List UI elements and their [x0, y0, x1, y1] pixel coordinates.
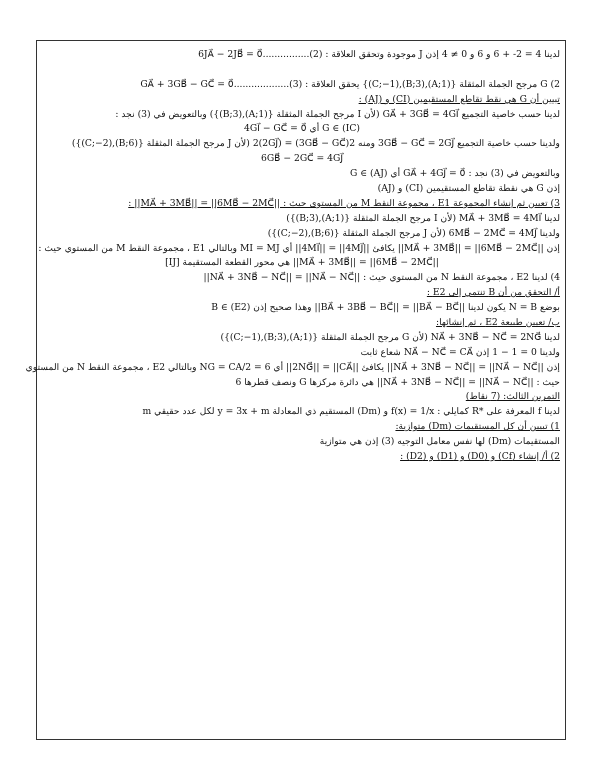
- text-line: لدينا 4 = 2- + 6 و 6 و 0 ≠ 4 إذن J موجودة وتحقق العلاقة : (2)................6JA⃗ − 2JB⃗ = 0⃗: [198, 49, 560, 60]
- text-line: ||MA⃗ + 3MB⃗|| = ||6MB⃗ − 2MC⃗|| هي محور القطعة المستقيمة [IJ]: [165, 257, 439, 269]
- text-line: 1) تبيين أن كل المستقيمات (Dm) متوازية:: [395, 421, 560, 433]
- text-line: بوضع N = B يكون لدينا ||BA⃗ + 3BB⃗ − BC⃗|| = ||BA⃗ − BC⃗|| وهذا صحيح إذن B ∈ (E2): [211, 302, 560, 314]
- text-line: التمرين الثالث: (7 نقاط): [465, 391, 560, 403]
- document-body: [25, 48, 560, 465]
- text-line: 2) أ/ إنشاء (Cf) و (D0) و (D1) و (D2) :: [400, 451, 560, 463]
- text-line: G ∈ (IC) أي 4GI⃗ − GC⃗ = 0⃗: [244, 123, 360, 135]
- text-line: لدينا f المعرفة على *R كمايلي : f(x) = 1/x و (Dm) المستقيم ذي المعادلة y = 3x + m لكل عدد حقيقي m: [142, 406, 560, 418]
- text-line: [44, 63, 560, 76]
- text-line: ب/ تعيين طبيعة E2 ، ثم إنشائها:: [435, 317, 560, 329]
- text-line: لدينا NA⃗ + 3NB⃗ − NC⃗ = 2NG⃗ (لأن G مرجح الجملة المثقلة {(A;1),(B;3),(C;−1)}): [220, 331, 560, 343]
- text-line: 6GB⃗ − 2GC⃗ = 4GJ⃗: [260, 153, 344, 165]
- text-line: لدينا MA⃗ + 3MB⃗ = 4MI⃗ (لأن I مرجح الجملة المثقلة {(A;1),(B;3)}): [286, 212, 560, 224]
- text-line: إذن G هي نقطة تقاطع المستقيمين (CI) و (AJ): [377, 183, 560, 195]
- text-line: وبالتعويض في (3) نجد : GA⃗ + 4GJ⃗ = 0⃗ أي G ∈ (AJ): [350, 168, 560, 180]
- text-line: إذن ||MA⃗ + 3MB⃗|| = ||6MB⃗ − 2MC⃗|| يكافئ ||4MI⃗|| = ||4MJ⃗|| أي MI = MJ وبالتالي E1 ، مجموعة النقط M من المستوي حيث :: [38, 242, 560, 254]
- text-line: حيث : ||NA⃗ + 3NB⃗ − NC⃗|| = ||NA⃗ − NC⃗|| هي دائرة مركزها G ونصف قطرها 6: [235, 376, 560, 388]
- text-line: 2) G مرجح الجملة المثقلة {(A;1),(B;3),(C;−1)} يحقق العلاقة : (3)...................GA⃗ + 3GB⃗ − GC⃗ = 0⃗: [140, 78, 560, 90]
- text-line: ولدينا حسب خاصية التجميع 3GB⃗ − GC⃗ = 2GJ⃗ ومنه 2(3GB⃗ − GC⃗) = 2(2GJ⃗) (لأن J مرجح الجملة المثقلة {(B;6),(C;−2)}): [71, 138, 560, 150]
- text-line: أ/ التحقق من أن B تنتمي إلى E2 :: [426, 287, 560, 299]
- text-line: 4) لدينا E2 ، مجموعة النقط N من المستوي حيث : ||NA⃗ + 3NB⃗ − NC⃗|| = ||NA⃗ − NC⃗||: [203, 272, 560, 284]
- text-line: لدينا حسب خاصية التجميع GA⃗ + 3GB⃗ = 4GI⃗ (لأن I مرجح الجملة المثقلة {(A;1),(B;3)}) وبالتعويض في (3) نجد :: [115, 108, 560, 120]
- text-line: 3) تعيين ثم إنشاء المجموعة E1 ، مجموعة النقط M من المستوي حيث : ||MA⃗ + 3MB⃗|| = ||6MB⃗ − 2MC⃗|| :: [128, 197, 560, 209]
- text-line: ولدينا 6MB⃗ − 2MC⃗ = 4MJ⃗ (لأن J مرجح الجملة المثقلة {(B;6),(C;−2)}): [267, 227, 560, 239]
- text-line: ولدينا 0 = 1 − 1 إذن NA⃗ − NC⃗ = CA⃗ شعاع ثابت: [360, 346, 560, 358]
- text-line: تبيين أن G هي نقط تقاطع المستقيمين (CI) و (AJ) :: [358, 93, 560, 105]
- text-line: المستقيمات (Dm) لها نفس معامل التوجيه (3) إذن هي متوازية: [319, 436, 560, 448]
- text-line: إذن ||NA⃗ + 3NB⃗ − NC⃗|| = ||NA⃗ − NC⃗|| يكافئ ||2NG⃗|| = ||CA⃗|| أي NG = CA/2 = 6 وبالتالي E2 ، مجموعة النقط N من المستوي: [25, 361, 560, 373]
